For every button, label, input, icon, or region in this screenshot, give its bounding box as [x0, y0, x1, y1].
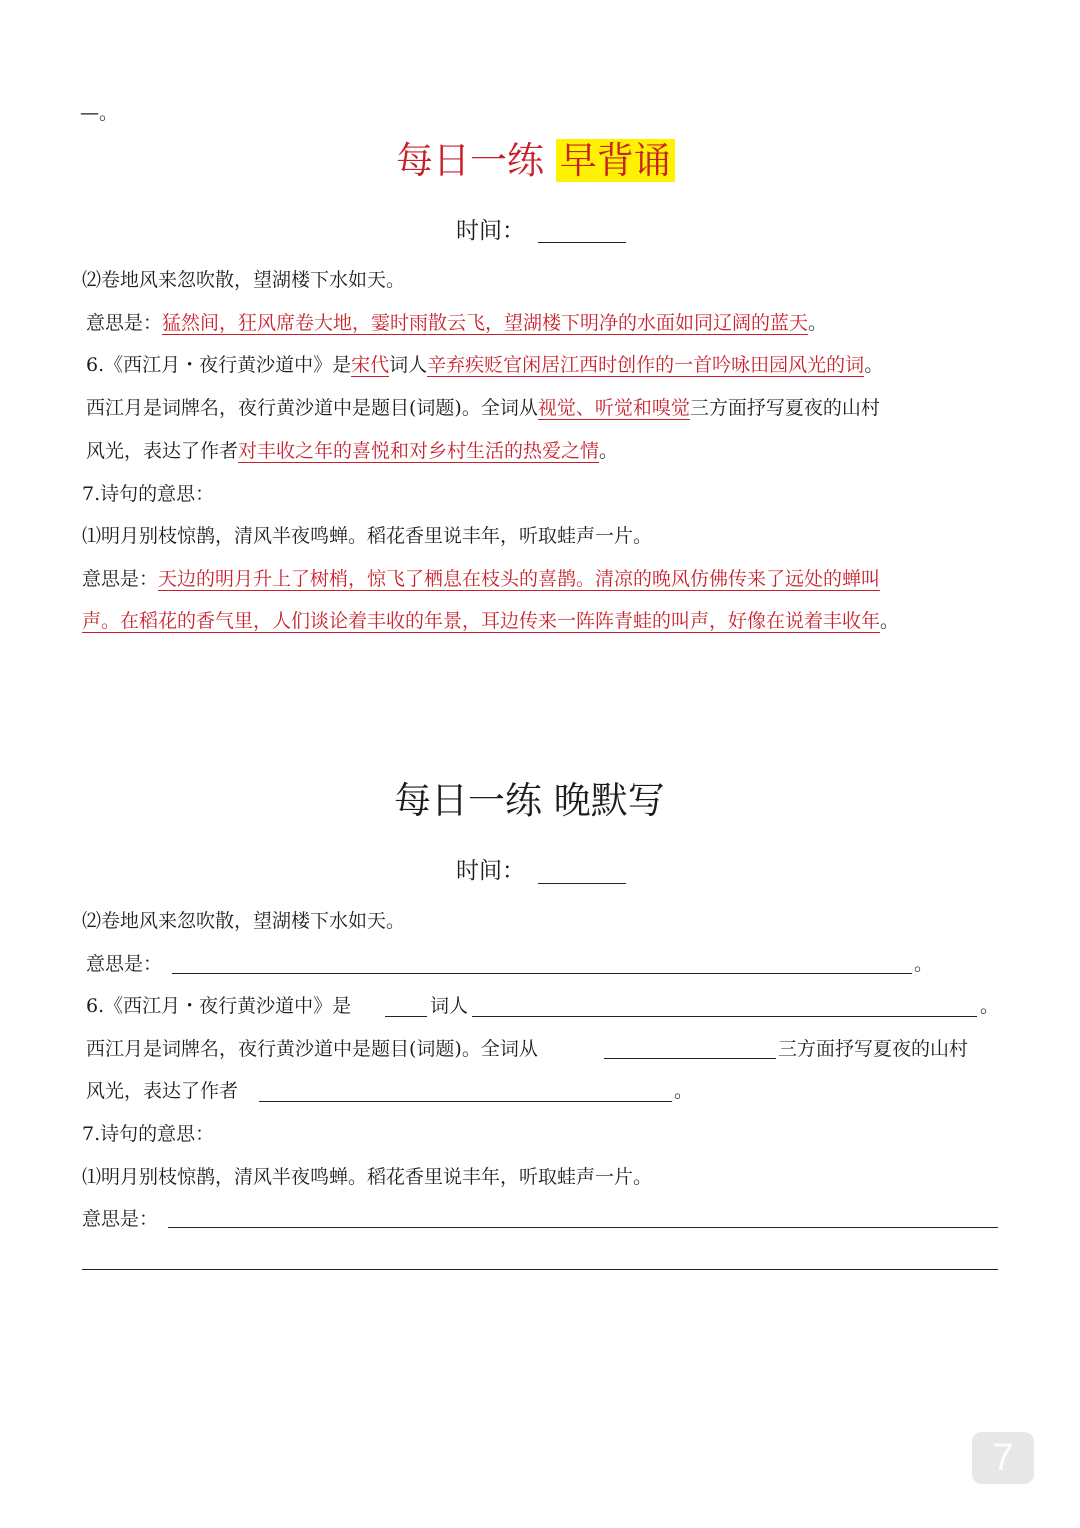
evening-q7-answer-blank-1[interactable] — [168, 1227, 998, 1228]
morning-title — [396, 136, 675, 186]
evening-q6-author-blank[interactable] — [472, 1016, 977, 1017]
evening-time-label: 时间： — [456, 858, 525, 884]
morning-q7-meaning-line2 — [82, 608, 899, 634]
morning-q6-line2-prefix: 西江月是词牌名，夜行黄沙道中是题目(词题)。全词从 — [86, 397, 538, 419]
morning-q6-line2-suffix: 三方面抒写夏夜的山村 — [689, 397, 880, 419]
evening-q2-answer-blank[interactable] — [172, 973, 912, 974]
evening-q2-poem: ⑵卷地风来忽吹散，望湖楼下水如天。 — [82, 910, 406, 932]
evening-q6-end: 。 — [980, 995, 1000, 1017]
morning-q7-poem: ⑴明月别枝惊鹊，清风半夜鸣蝉。稻花香里说丰年，听取蛙声一片。 — [82, 525, 653, 547]
evening-q6-line2-prefix: 西江月是词牌名，夜行黄沙道中是题目(词题)。全词从 — [86, 1038, 538, 1060]
morning-q6-line3-end: 。 — [599, 440, 619, 462]
morning-q6-line1 — [86, 352, 883, 378]
morning-time-label: 时间： — [456, 218, 525, 244]
morning-time-blank[interactable] — [538, 242, 626, 243]
morning-q7-meaning-label: 意思是： — [82, 568, 159, 590]
morning-q7-heading: 7.诗句的意思： — [82, 483, 215, 505]
evening-q6-line2-suffix: 三方面抒写夏夜的山村 — [778, 1038, 969, 1060]
evening-q6-emotion-blank[interactable] — [259, 1101, 672, 1102]
evening-q7-answer-blank-2[interactable] — [82, 1269, 998, 1270]
morning-q6-line3 — [86, 438, 618, 464]
evening-q6-mid: 词人 — [430, 995, 469, 1017]
morning-q7-meaning-line1 — [82, 566, 880, 592]
evening-q6-dynasty-blank[interactable] — [385, 1016, 427, 1017]
evening-time-blank[interactable] — [538, 883, 626, 884]
morning-q6-author-desc: 辛弃疾贬官闲居江西时创作的一首吟咏田园风光的词 — [427, 354, 865, 376]
morning-q6-prefix: 6.《西江月・夜行黄沙道中》是 — [86, 354, 352, 376]
morning-q2-end: 。 — [808, 312, 828, 334]
evening-q7-poem: ⑴明月别枝惊鹊，清风半夜鸣蝉。稻花香里说丰年，听取蛙声一片。 — [82, 1166, 653, 1188]
evening-q2-meaning-label: 意思是： — [86, 953, 163, 975]
morning-q2-poem: ⑵卷地风来忽吹散，望湖楼下水如天。 — [82, 269, 406, 291]
morning-q6-emotion: 对丰收之年的喜悦和对乡村生活的热爱之情 — [238, 440, 600, 462]
morning-q6-line2 — [86, 395, 880, 421]
evening-q6-senses-blank[interactable] — [604, 1058, 776, 1059]
morning-q7-answer-line1: 天边的明月升上了树梢，惊飞了栖息在枝头的喜鹊。清凉的晚风仿佛传来了远处的蝉叫 — [158, 568, 881, 590]
morning-title-prefix: 每日一练 — [396, 139, 544, 182]
evening-title: 每日一练 晚默写 — [394, 779, 665, 822]
evening-q2-end: 。 — [914, 953, 934, 975]
evening-q6-line3-prefix: 风光，表达了作者 — [86, 1080, 239, 1102]
morning-q2-meaning-label: 意思是： — [86, 312, 163, 334]
top-mark: —。 — [80, 102, 119, 124]
evening-q6-prefix: 6.《西江月・夜行黄沙道中》是 — [86, 995, 352, 1017]
morning-q6-dynasty: 宋代 — [351, 354, 390, 376]
evening-q6-line3-end: 。 — [674, 1080, 694, 1102]
morning-q6-line3-prefix: 风光，表达了作者 — [86, 440, 239, 462]
morning-q7-end: 。 — [880, 610, 900, 632]
page-number-badge: 7 — [972, 1432, 1034, 1484]
morning-title-highlight: 早背诵 — [556, 139, 675, 182]
morning-q6-mid: 词人 — [389, 354, 428, 376]
evening-q7-heading: 7.诗句的意思： — [82, 1123, 215, 1145]
morning-q2-meaning — [86, 310, 827, 336]
morning-q7-answer-line2: 声。在稻花的香气里，人们谈论着丰收的年景，耳边传来一阵阵青蛙的叫声，好像在说着丰收年 — [82, 610, 881, 632]
morning-q6-end: 。 — [864, 354, 884, 376]
morning-q6-senses: 视觉、听觉和嗅觉 — [537, 397, 690, 419]
morning-q2-answer: 猛然间，狂风席卷大地，霎时雨散云飞，望湖楼下明净的水面如同辽阔的蓝天 — [162, 312, 809, 334]
evening-q7-meaning-label: 意思是： — [82, 1208, 159, 1230]
